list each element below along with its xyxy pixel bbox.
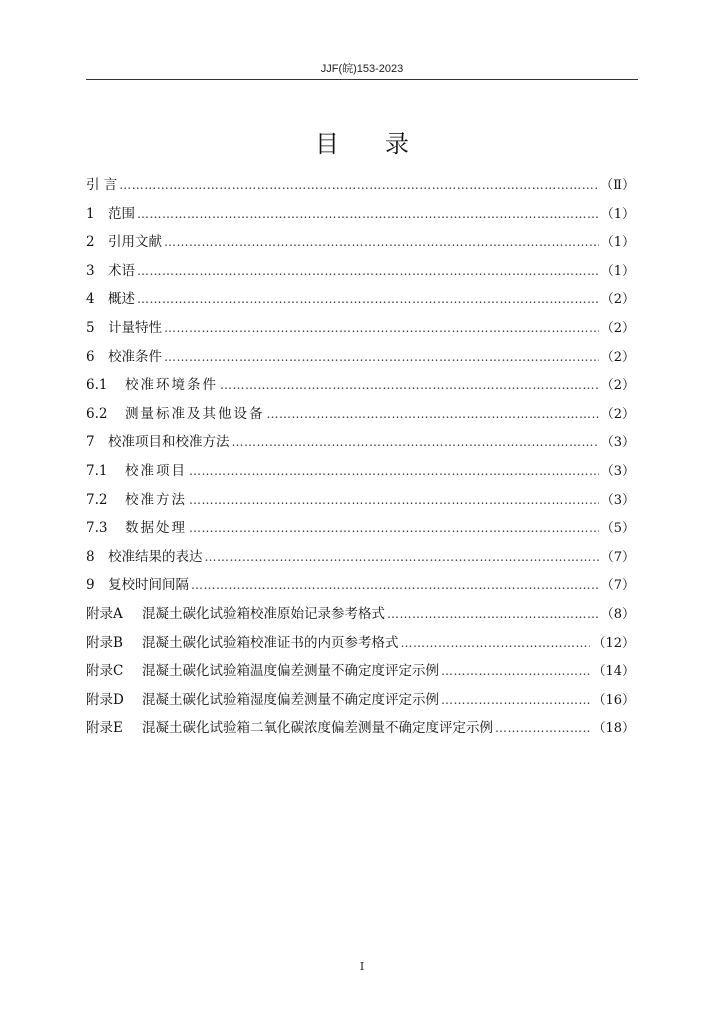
toc-entry-page: （16） — [592, 692, 635, 708]
toc-entry-label: 校准项目和校准方法 — [108, 434, 230, 451]
toc-entry-label: 混凝土碳化试验箱校准原始记录参考格式 — [142, 605, 385, 622]
toc-entry-number: 6.2 — [86, 405, 108, 422]
toc-entry-number: 附录D — [86, 691, 124, 708]
toc-entry-label: 概述 — [108, 291, 135, 308]
toc-entry-label: 校准环境条件 — [125, 377, 218, 394]
toc-leader-dots — [137, 257, 599, 286]
toc-entry-number: 3 — [86, 262, 95, 279]
toc-entry-3[interactable] — [86, 257, 635, 286]
toc-entry-label: 引 言 — [86, 177, 118, 193]
toc-leader-dots — [220, 371, 599, 400]
toc-entry-number: 9 — [86, 577, 95, 594]
toc-leader-dots — [387, 600, 599, 629]
toc-entry-label: 校准方法 — [125, 491, 187, 508]
toc-entry-number: 4 — [86, 291, 95, 308]
toc-entry-number: 7.3 — [86, 520, 108, 537]
toc-leader-dots — [164, 314, 599, 343]
toc-entry-6[interactable] — [86, 343, 635, 372]
toc-entry-page: （3） — [600, 492, 635, 508]
document-code-header: JJF(皖)153-2023 — [320, 63, 404, 75]
toc-entry-page: （2） — [600, 406, 635, 422]
toc-leader-dots — [189, 486, 599, 515]
toc-entry-9[interactable] — [86, 571, 635, 600]
toc-entry-2[interactable] — [86, 228, 635, 257]
toc-entry-page: （1） — [600, 206, 635, 222]
toc-entry-label: 范围 — [108, 205, 135, 222]
page-number: I — [359, 960, 365, 973]
toc-entry-number: 5 — [86, 319, 95, 336]
toc-entry-5[interactable] — [86, 314, 635, 343]
toc-entry-preface[interactable] — [86, 171, 635, 200]
toc-entry-label: 测量标准及其他设备 — [125, 405, 265, 422]
toc-entry-appendix-a[interactable] — [86, 600, 635, 629]
toc-entry-number: 附录C — [86, 663, 124, 680]
table-of-contents — [86, 171, 635, 743]
toc-entry-number: 7.1 — [86, 462, 108, 479]
toc-leader-dots — [164, 343, 599, 372]
toc-leader-dots — [137, 200, 599, 229]
toc-entry-label: 混凝土碳化试验箱二氧化碳浓度偏差测量不确定度评定示例 — [142, 720, 493, 737]
toc-entry-appendix-b[interactable] — [86, 629, 635, 658]
toc-entry-6-2[interactable] — [86, 400, 635, 429]
toc-entry-label: 混凝土碳化试验箱湿度偏差测量不确定度评定示例 — [142, 691, 439, 708]
toc-leader-dots — [267, 400, 599, 429]
toc-leader-dots — [119, 171, 598, 200]
toc-entry-page: （2） — [600, 349, 635, 365]
toc-entry-page: （3） — [600, 463, 635, 479]
toc-leader-dots — [189, 514, 599, 543]
toc-leader-dots — [191, 571, 599, 600]
toc-entry-page: （7） — [600, 549, 635, 565]
toc-leader-dots — [189, 457, 599, 486]
toc-leader-dots — [495, 714, 590, 743]
toc-entry-4[interactable] — [86, 285, 635, 314]
toc-entry-page: （2） — [600, 292, 635, 308]
toc-entry-label: 数据处理 — [125, 520, 187, 537]
toc-entry-7-3[interactable] — [86, 514, 635, 543]
toc-entry-8[interactable] — [86, 543, 635, 572]
toc-entry-number: 6.1 — [86, 377, 108, 394]
toc-entry-page: （2） — [600, 320, 635, 336]
toc-entry-appendix-e[interactable] — [86, 714, 635, 743]
toc-leader-dots — [401, 629, 591, 658]
toc-leader-dots — [232, 428, 599, 457]
toc-entry-page: （8） — [600, 606, 635, 622]
toc-entry-number: 附录B — [86, 634, 123, 651]
toc-leader-dots — [164, 228, 599, 257]
toc-entry-page: （2） — [600, 378, 635, 394]
toc-entry-page: （1） — [600, 235, 635, 251]
toc-leader-dots — [137, 285, 599, 314]
toc-entry-7-2[interactable] — [86, 486, 635, 515]
toc-entry-6-1[interactable] — [86, 371, 635, 400]
toc-entry-page: （18） — [592, 721, 635, 737]
toc-entry-label: 混凝土碳化试验箱温度偏差测量不确定度评定示例 — [142, 663, 439, 680]
toc-entry-label: 校准项目 — [125, 462, 187, 479]
toc-entry-7[interactable] — [86, 428, 635, 457]
toc-entry-page: （5） — [600, 521, 635, 537]
toc-entry-label: 校准条件 — [108, 348, 162, 365]
toc-entry-label: 混凝土碳化试验箱校准证书的内页参考格式 — [142, 634, 399, 651]
toc-entry-7-1[interactable] — [86, 457, 635, 486]
toc-entry-page: （12） — [592, 635, 635, 651]
toc-entry-label: 计量特性 — [108, 319, 162, 336]
toc-entry-number: 7 — [86, 434, 95, 451]
toc-entry-page: （Ⅱ） — [600, 178, 635, 193]
toc-leader-dots — [441, 657, 590, 686]
toc-entry-page: （1） — [600, 263, 635, 279]
toc-entry-number: 8 — [86, 548, 95, 565]
toc-entry-page: （7） — [600, 578, 635, 594]
toc-entry-1[interactable] — [86, 200, 635, 229]
toc-entry-appendix-c[interactable] — [86, 657, 635, 686]
toc-entry-number: 1 — [86, 205, 95, 222]
header-divider — [86, 79, 638, 80]
toc-entry-label: 校准结果的表达 — [108, 548, 203, 565]
toc-entry-number: 7.2 — [86, 491, 108, 508]
toc-entry-appendix-d[interactable] — [86, 686, 635, 715]
toc-entry-page: （14） — [592, 664, 635, 680]
toc-leader-dots — [441, 686, 590, 715]
toc-entry-number: 2 — [86, 234, 95, 251]
page-title: 目录 — [315, 130, 455, 158]
toc-entry-number: 附录E — [86, 720, 123, 737]
toc-entry-number: 附录A — [86, 605, 123, 622]
toc-entry-page: （3） — [600, 435, 635, 451]
toc-entry-label: 引用文献 — [108, 234, 162, 251]
toc-entry-label: 复校时间间隔 — [108, 577, 189, 594]
toc-entry-number: 6 — [86, 348, 95, 365]
toc-leader-dots — [205, 543, 599, 572]
toc-entry-label: 术语 — [108, 262, 135, 279]
